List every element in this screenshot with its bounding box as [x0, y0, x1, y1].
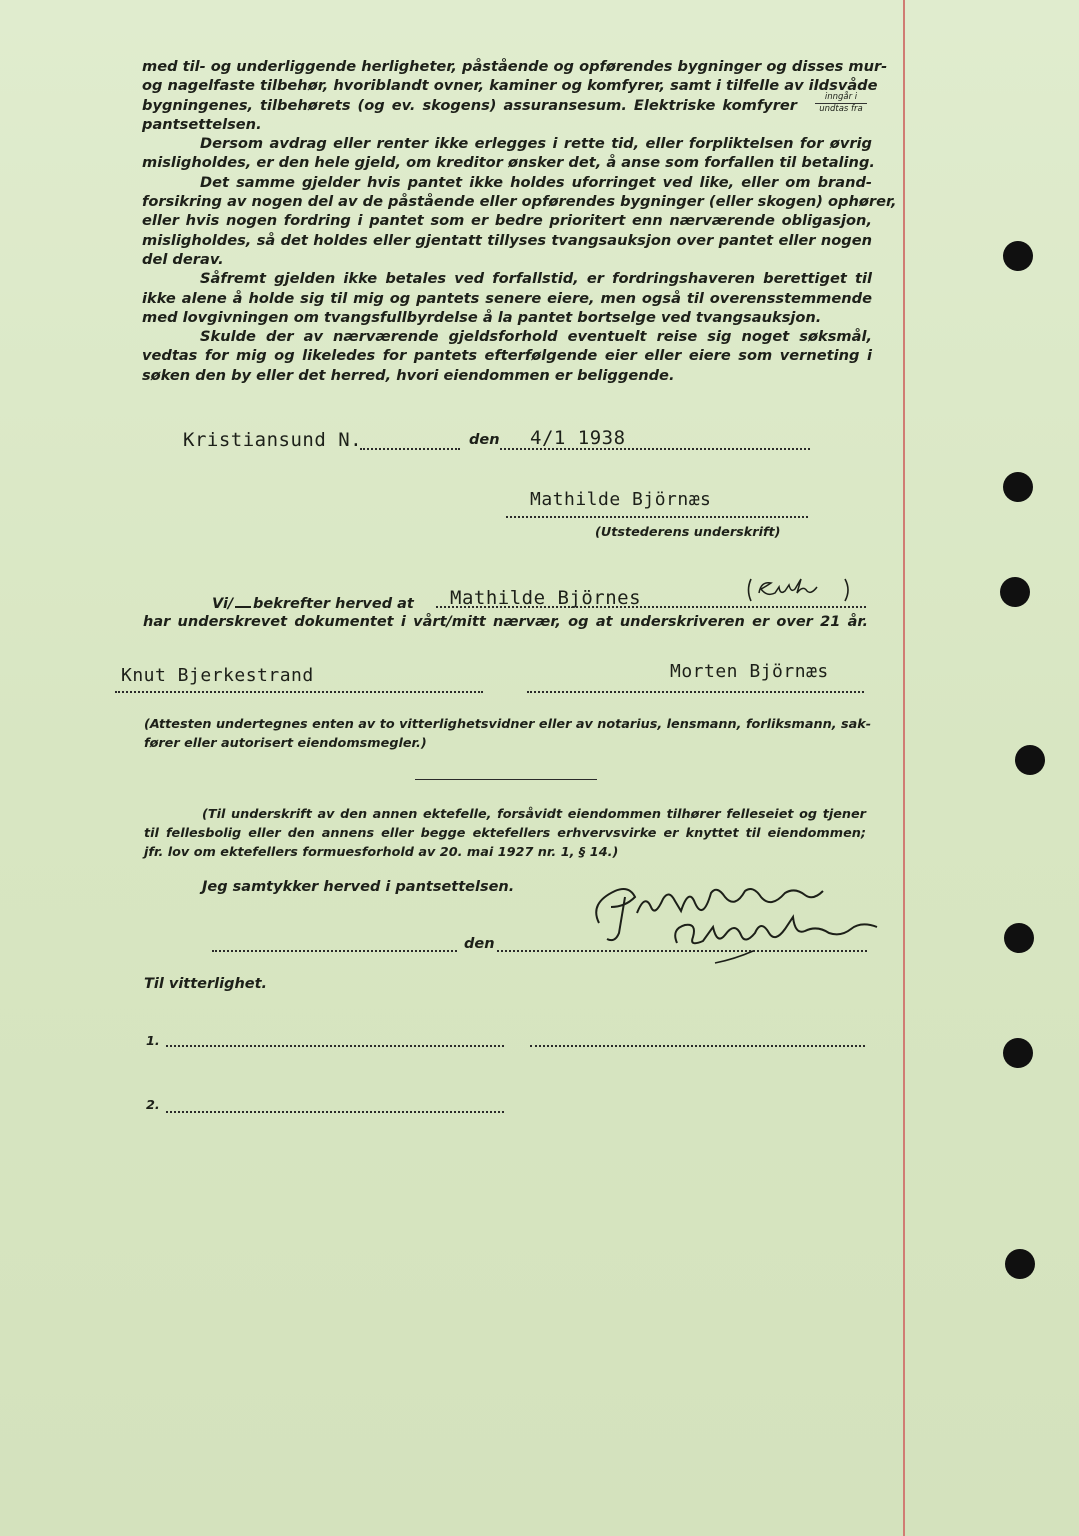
terms-line: med lovgivningen om tvangsfullbyrdelse å la pantet bortselge ved tvangsauksjon. [142, 308, 822, 326]
consent-den-label: den [464, 936, 495, 952]
binder-hole [1000, 577, 1030, 607]
terms-line: Skulde der av nærværende gjeldsforhold eventuelt reise sig noget søksmål, [200, 328, 872, 346]
red-margin-line [903, 0, 905, 1536]
issuer-caption: (Utstederens underskrift) [595, 525, 781, 540]
witness-row-number: 2. [146, 1098, 160, 1113]
witness-row-1-right-dotted-line [530, 1045, 865, 1047]
witness-left-dotted-line [115, 691, 483, 693]
terms-line: eller hvis nogen fordring i pantet som er bedre prioritert enn nærværende obligasjon, [142, 212, 872, 230]
binder-hole [1004, 923, 1034, 953]
enke-handwriting [745, 575, 855, 609]
terms-line: pantsettelsen. [142, 115, 262, 133]
terms-line: misligholdes, er den hele gjeld, om kreditor ønsker det, å anse som forfallen til betaling. [142, 154, 875, 172]
witness-prefix-text: Vi/ [212, 596, 234, 612]
terms-line: Dersom avdrag eller renter ikke erlegges i rette tid, eller forpliktelsen for øvrig [200, 135, 872, 153]
place-field: Kristiansund N. [183, 429, 363, 451]
terms-line: søken den by eller det herred, hvori eiendommen er beliggende. [142, 366, 675, 384]
witness-prefix [212, 596, 253, 612]
terms-line: vedtas for mig og likeledes for pantets efterfølgende eier eller eiere som verneting i [142, 347, 872, 365]
terms-line: med til- og underliggende herligheter, påstående og opførendes bygninger og disses mur- [142, 58, 888, 75]
terms-line: ikke alene å holde sig til mig og pantets senere eiere, men også til overensstemmende [142, 289, 872, 307]
binder-hole [1015, 745, 1045, 775]
issuer-dotted-line [506, 516, 808, 518]
witness-heading: Til vitterlighet. [144, 976, 268, 992]
terms-line: og nagelfaste tilbehør, hvoriblandt ovner, kaminer og komfyrer, samt i tilfelle av ildsvåde [142, 77, 878, 95]
witness-right-dotted-line [527, 691, 864, 693]
date-field: 4/1 1938 [530, 427, 626, 449]
terms-text-block [142, 57, 897, 385]
terms-line: bygningenes, tilbehørets (og ev. skogens) assuransesum. Elektriske komfyrer [142, 96, 797, 114]
issuer-signature: Mathilde Björnæs [530, 489, 712, 510]
terms-line: misligholdes, så det holdes eller gjentatt tillyses tvangsauksjon over pantet eller nogen [142, 231, 872, 249]
section-divider [415, 779, 597, 780]
attest-note-line: fører eller autorisert eiendomsmegler.) [144, 736, 427, 751]
attest-note-line: (Attesten undertegnes enten av to vitterlighetsvidner eller av notarius, lensmann, forliksmann, sak- [144, 717, 872, 732]
consent-place-dotted-line [212, 950, 457, 952]
witness-row-number: 1. [146, 1034, 160, 1049]
den-label: den [469, 432, 500, 448]
terms-line: forsikring av nogen del av de påstående eller opførendes bygninger (eller skogen) ophører, [142, 193, 897, 211]
place-dotted-line [360, 448, 460, 450]
spouse-note-line: til fellesbolig eller den annens eller begge ektefellers erhvervsvirke er knyttet til eiendommen; [144, 826, 866, 841]
fraction-bottom: undtas fra [819, 104, 863, 114]
binder-hole [1005, 1249, 1035, 1279]
witness-subject-name: Mathilde Björnes [450, 587, 642, 609]
witness-row-2-dotted-line [166, 1111, 504, 1113]
terms-line: Såfremt gjelden ikke betales ved forfallstid, er fordringshaveren berettiget til [200, 270, 872, 288]
komfyr-fraction [815, 92, 867, 114]
spouse-note-line: jfr. lov om ektefellers formuesforhold av 20. mai 1927 nr. 1, § 14.) [144, 845, 619, 860]
binder-hole [1003, 472, 1033, 502]
spouse-handwritten-signature [585, 863, 885, 977]
binder-hole [1003, 241, 1033, 271]
witness-row-1-dotted-line [166, 1045, 504, 1047]
witness-left-signature: Knut Bjerkestrand [121, 665, 314, 686]
fraction-top: inngår i [815, 92, 867, 104]
witness-statement: har underskrevet dokumentet i vårt/mitt nærvær, og at underskriveren er over 21 år. [143, 614, 868, 630]
witness-text: bekrefter herved at [253, 596, 414, 612]
struck-text [235, 596, 251, 608]
binder-hole [1003, 1038, 1033, 1068]
witness-right-signature: Morten Björnæs [670, 661, 829, 682]
terms-line: Det samme gjelder hvis pantet ikke holdes uforringet ved like, eller om brand- [200, 173, 872, 191]
terms-line: del derav. [142, 250, 224, 268]
spouse-note-line: (Til underskrift av den annen ektefelle, forsåvidt eiendommen tilhører felleseiet og tjener [202, 807, 866, 822]
consent-text: Jeg samtykker herved i pantsettelsen. [202, 879, 515, 895]
